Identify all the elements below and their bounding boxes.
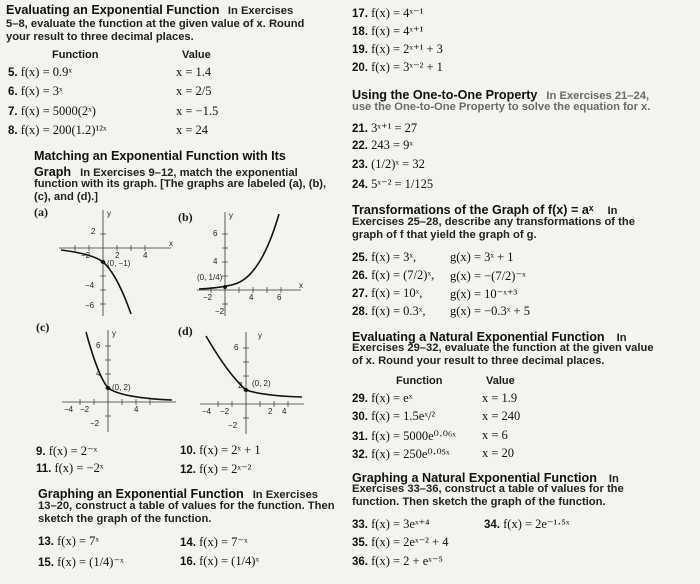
section-instruction-text: In	[616, 332, 627, 344]
exercise-function: f(x) = 250e⁰·⁰⁵ˣ	[371, 447, 450, 461]
point-c	[106, 386, 110, 390]
exercise-number: 28.	[352, 306, 368, 318]
exercise-number: 16.	[180, 556, 196, 568]
point-b	[223, 285, 227, 289]
exercise-6-value: x = 2/5	[176, 84, 212, 98]
exercise-function: f(x) = 2 + eˣ⁻⁵	[371, 554, 443, 568]
exercise-function: f(x) = 200(1.2)¹²ˣ	[20, 123, 107, 137]
exercise-26-g: g(x) = −(7/2)⁻ˣ	[450, 269, 526, 283]
exercise-29-value: x = 1.9	[482, 391, 518, 405]
tick-label: 4	[282, 407, 287, 416]
exercise-number: 8.	[8, 125, 18, 137]
exercise-number: 11.	[36, 463, 52, 475]
section-instruction-line: sketch the graph of the function.	[38, 513, 212, 525]
section-instruction-line: your result to three decimal places.	[6, 31, 194, 43]
point-label-a: (0, −1)	[107, 259, 131, 268]
section-instruction-line: use the One-to-One Property to solve the equation for x.	[352, 101, 651, 113]
exercise-22	[352, 138, 413, 153]
tick-label: 4	[134, 405, 139, 414]
exercise-34	[484, 516, 569, 532]
exercise-number: 5.	[8, 67, 18, 79]
tick-label: −6	[85, 301, 95, 310]
exercise-number: 13.	[38, 536, 54, 548]
exercise-number: 35.	[352, 537, 368, 549]
section-instruction-text: In Exercises	[227, 5, 294, 17]
exercise-16	[180, 554, 259, 569]
graph-a	[55, 208, 175, 318]
axis-y-label: y	[229, 211, 233, 220]
exercise-25	[352, 250, 416, 265]
tick-label: 2	[91, 227, 96, 236]
tick-label: 6	[234, 343, 239, 352]
section-matching-title: Matching an Exponential Function with Its	[34, 149, 286, 163]
exercise-number: 22.	[352, 140, 368, 152]
column-header-value: Value	[182, 49, 211, 61]
exercise-13	[38, 534, 99, 549]
tick-label: −2	[215, 307, 225, 316]
graph-d	[198, 330, 308, 438]
tick-label: 6	[277, 293, 282, 302]
section-instruction-text: In Exercises 21–24,	[546, 90, 650, 102]
exercise-number: 32.	[352, 449, 368, 461]
section-instruction-line: Exercises 25–28, describe any transformations of the	[352, 216, 635, 228]
exercise-9	[36, 443, 97, 459]
tick-label: 4	[96, 369, 101, 378]
exercise-5	[8, 65, 72, 80]
exercise-31	[352, 428, 456, 444]
exercise-33	[352, 516, 430, 532]
section-title-text: Graphing an Exponential Function	[38, 487, 244, 501]
exercise-25-g: g(x) = 3ˣ + 1	[450, 250, 514, 264]
exercise-8	[8, 123, 107, 138]
section-instruction-line: Exercises 33–36, construct a table of values for the	[352, 483, 624, 495]
exercise-number: 34.	[484, 519, 500, 531]
axis-y-label: y	[258, 331, 262, 340]
exercise-number: 9.	[36, 446, 46, 458]
exercise-8-value: x = 24	[176, 123, 209, 137]
axis-y-label: y	[112, 329, 116, 338]
exercise-number: 33.	[352, 519, 368, 531]
exercise-function: f(x) = 3ˣ	[20, 84, 63, 98]
point-label-b: (0, 1/4)	[197, 273, 223, 282]
graph-label-c: (c)	[36, 320, 50, 334]
exercise-30-value: x = 240	[482, 409, 521, 423]
exercise-number: 6.	[8, 86, 18, 98]
point-a	[101, 260, 105, 264]
axis-x-label: x	[169, 239, 173, 248]
exercise-7-value: x = −1.5	[176, 104, 219, 118]
exercise-function: f(x) = 5000e⁰·⁰⁶ˣ	[371, 429, 456, 443]
tick-label: 4	[213, 257, 218, 266]
exercise-number: 21.	[352, 123, 368, 135]
exercise-number: 36.	[352, 556, 368, 568]
exercise-12	[180, 461, 251, 477]
exercise-function: f(x) = 2ˣ⁺¹ + 3	[371, 42, 443, 56]
exercise-function: f(x) = 3ˣ,	[371, 250, 417, 264]
exercise-function: f(x) = 1.5eˣ/²	[371, 409, 436, 423]
section-instruction-line: 5–8, evaluate the function at the given value of x. Round	[6, 18, 305, 30]
exercise-number: 27.	[352, 288, 368, 300]
section-instruction-line: (c), and (d).]	[34, 191, 99, 203]
exercise-24	[352, 176, 433, 192]
exercise-function: 5ˣ⁻² = 1/125	[371, 177, 434, 191]
exercise-function: f(x) = −2ˣ	[54, 461, 104, 475]
exercise-number: 30.	[352, 411, 368, 423]
exercise-number: 19.	[352, 44, 368, 56]
exercise-number: 23.	[352, 159, 368, 171]
exercise-function: f(x) = 7ˣ	[57, 534, 100, 548]
section-instruction-line: of x. Round your result to three decimal places.	[352, 355, 605, 367]
exercise-29	[352, 391, 412, 406]
exercise-32	[352, 446, 450, 462]
section-title-text: Transformations of the Graph of f(x) = aˣ	[352, 203, 594, 217]
exercise-function: f(x) = (7/2)ˣ,	[371, 268, 435, 282]
section-instruction-text: In Exercises	[252, 489, 319, 501]
exercise-function: f(x) = 10ˣ,	[371, 286, 423, 300]
exercise-function: f(x) = 3eˣ⁺⁴	[371, 517, 430, 531]
exercise-14	[180, 534, 248, 550]
tick-label: −2	[228, 421, 238, 430]
exercise-function: f(x) = (1/4)⁻ˣ	[57, 555, 124, 569]
column-header-function: Function	[396, 375, 443, 387]
exercise-18	[352, 23, 423, 39]
exercise-28	[352, 304, 426, 319]
exercise-27-g: g(x) = 10⁻ˣ⁺³	[450, 287, 518, 301]
tick-label: −2	[203, 293, 213, 302]
section-instruction-text: In	[607, 205, 618, 217]
exercise-number: 24.	[352, 179, 368, 191]
section-title-text: Graph	[34, 165, 72, 179]
exercise-36	[352, 553, 443, 569]
tick-label: 4	[143, 251, 148, 260]
axis-x-label: x	[299, 281, 303, 290]
exercise-function: f(x) = 7⁻ˣ	[199, 535, 248, 549]
tick-label: −2	[81, 251, 91, 260]
exercise-5-value: x = 1.4	[176, 65, 212, 79]
exercise-19	[352, 41, 443, 57]
exercise-20	[352, 59, 443, 75]
section-evaluating-exponential-title	[6, 3, 293, 19]
graph-label-d: (d)	[178, 324, 193, 338]
exercise-function: f(x) = 3ˣ⁻² + 1	[371, 60, 443, 74]
exercise-31-value: x = 6	[482, 428, 508, 442]
section-instruction-line: function with its graph. [The graphs are labeled (a), (b),	[34, 178, 327, 190]
exercise-30	[352, 409, 435, 424]
section-instruction-text: In	[608, 473, 619, 485]
tick-label: −4	[64, 405, 74, 414]
exercise-21	[352, 120, 417, 136]
tick-label: 6	[213, 229, 218, 238]
column-header-function: Function	[52, 49, 99, 61]
exercise-function: f(x) = 2ˣ⁻²	[199, 462, 252, 476]
exercise-function: f(x) = 0.9ˣ	[20, 65, 72, 79]
exercise-17	[352, 5, 423, 21]
exercise-function: f(x) = 2eˣ⁻² + 4	[371, 535, 449, 549]
exercise-11	[36, 461, 103, 476]
tick-label: −2	[90, 419, 100, 428]
section-instruction-line: graph of f that yield the graph of g.	[352, 229, 537, 241]
exercise-15	[38, 554, 124, 570]
exercise-function: f(x) = 5000(2ˣ)	[20, 104, 96, 118]
section-title-text: Evaluating a Natural Exponential Function	[352, 330, 605, 344]
exercise-function: f(x) = eˣ	[371, 391, 413, 405]
exercise-number: 10.	[180, 445, 196, 457]
exercise-number: 20.	[352, 62, 368, 74]
exercise-function: f(x) = (1/4)ˣ	[199, 554, 260, 568]
axis-y-label: y	[107, 209, 111, 218]
exercise-10	[180, 443, 261, 458]
section-instruction-line: 13–20, construct a table of values for the function. Then	[38, 500, 335, 512]
exercise-number: 12.	[180, 464, 196, 476]
section-title-text: Evaluating an Exponential Function	[6, 3, 220, 17]
section-title-text: Using the One-to-One Property	[352, 88, 538, 102]
exercise-function: 3ˣ⁺¹ = 27	[371, 121, 418, 135]
tick-label: −2	[80, 405, 90, 414]
tick-label: 2	[238, 381, 243, 390]
tick-label: 2	[115, 251, 120, 260]
point-label-d: (0, 2)	[252, 379, 271, 388]
tick-label: −4	[85, 281, 95, 290]
exercise-27	[352, 286, 422, 301]
exercise-function: 243 = 9ˣ	[371, 138, 414, 152]
section-title-text: Graphing a Natural Exponential Function	[352, 471, 597, 485]
exercise-32-value: x = 20	[482, 446, 515, 460]
exercise-function: f(x) = 4ˣ⁻¹	[371, 6, 424, 20]
tick-label: −4	[202, 407, 212, 416]
exercise-number: 7.	[8, 106, 18, 118]
point-d	[244, 388, 248, 392]
exercise-number: 17.	[352, 8, 368, 20]
exercise-6	[8, 84, 63, 99]
exercise-function: (1/2)ˣ = 32	[371, 157, 425, 171]
tick-label: 4	[249, 293, 254, 302]
exercise-number: 18.	[352, 26, 368, 38]
exercise-number: 14.	[180, 537, 196, 549]
column-header-value: Value	[486, 375, 515, 387]
exercise-function: f(x) = 2ˣ + 1	[199, 443, 261, 457]
exercise-function: f(x) = 2⁻ˣ	[48, 444, 98, 458]
exercise-23	[352, 157, 425, 172]
graph-c	[60, 328, 180, 436]
exercise-function: f(x) = 4ˣ⁺¹	[371, 24, 424, 38]
exercise-number: 15.	[38, 557, 54, 569]
graph-label-a: (a)	[34, 205, 48, 219]
exercise-number: 26.	[352, 270, 368, 282]
exercise-function: f(x) = 0.3ˣ,	[371, 304, 426, 318]
section-instruction-line: Exercises 29–32, evaluate the function at the given value	[352, 342, 654, 354]
exercise-28-g: g(x) = −0.3ˣ + 5	[450, 304, 530, 318]
exercise-26	[352, 268, 434, 283]
exercise-35	[352, 534, 448, 550]
tick-label: 6	[96, 341, 101, 350]
exercise-number: 31.	[352, 431, 368, 443]
exercise-number: 29.	[352, 393, 368, 405]
section-instruction-line: function. Then sketch the graph of the function.	[352, 496, 606, 508]
graph-b	[195, 210, 305, 320]
graph-label-b: (b)	[178, 210, 193, 224]
exercise-7	[8, 104, 96, 119]
section-instruction-text: In Exercises 9–12, match the exponential	[80, 167, 298, 179]
tick-label: −2	[220, 407, 230, 416]
exercise-number: 25.	[352, 252, 368, 264]
point-label-c: (0, 2)	[112, 383, 131, 392]
tick-label: 2	[268, 407, 273, 416]
exercise-function: f(x) = 2e⁻¹·⁵ˣ	[503, 517, 570, 531]
